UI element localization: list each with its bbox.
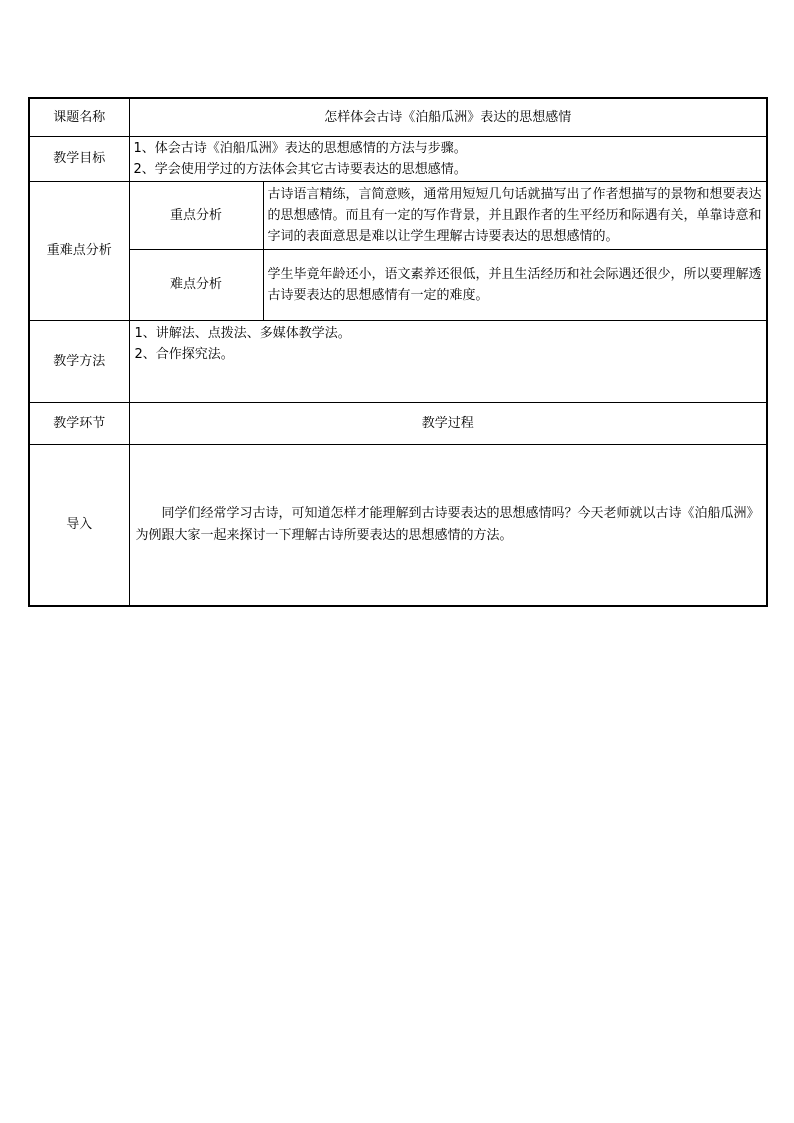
key-point-row xyxy=(29,181,767,249)
method-item-2: 2、合作探究法。 xyxy=(134,346,234,362)
goal-item-1: 1、体会古诗《泊船瓜洲》表达的思想感情的方法与步骤。 xyxy=(133,140,467,156)
goals-label: 教学目标 xyxy=(29,136,129,181)
goals-row xyxy=(29,136,767,181)
methods-row xyxy=(29,320,767,402)
analysis-label: 重难点分析 xyxy=(29,181,129,320)
stage-label: 教学环节 xyxy=(29,402,129,444)
methods-label: 教学方法 xyxy=(29,320,129,402)
difficult-point-label: 难点分析 xyxy=(129,249,263,320)
intro-row xyxy=(29,444,767,606)
difficult-point-row xyxy=(29,249,767,320)
method-item-1: 1、讲解法、点拨法、多媒体教学法。 xyxy=(134,325,351,341)
topic-label: 课题名称 xyxy=(29,98,129,136)
topic-row xyxy=(29,98,767,136)
lesson-plan-table xyxy=(28,97,768,607)
goal-item-2: 2、学会使用学过的方法体会其它古诗要表达的思想感情。 xyxy=(133,161,467,177)
process-label: 教学过程 xyxy=(129,402,767,444)
key-point-label: 重点分析 xyxy=(129,181,263,249)
intro-label: 导入 xyxy=(29,444,129,606)
difficult-point-text: 学生毕竟年龄还小，语文素养还很低，并且生活经历和社会际遇还很少，所以要理解透古诗要表达的思想感情有一定的难度。 xyxy=(263,249,767,320)
stage-header-row xyxy=(29,402,767,444)
intro-text: 同学们经常学习古诗，可知道怎样才能理解到古诗要表达的思想感情吗？今天老师就以古诗《泊船瓜洲》为例跟大家一起来探讨一下理解古诗所要表达的思想感情的方法。 xyxy=(129,444,767,606)
goals-cell xyxy=(129,136,767,181)
methods-cell xyxy=(129,320,767,402)
key-point-text: 古诗语言精练，言简意赅，通常用短短几句话就描写出了作者想描写的景物和想要表达的思想感情。而且有一定的写作背景，并且跟作者的生平经历和际遇有关，单靠诗意和字词的表面意思是难以让学生理解古诗要表达的思想感情的。 xyxy=(263,181,767,249)
topic-value: 怎样体会古诗《泊船瓜洲》表达的思想感情 xyxy=(129,98,767,136)
